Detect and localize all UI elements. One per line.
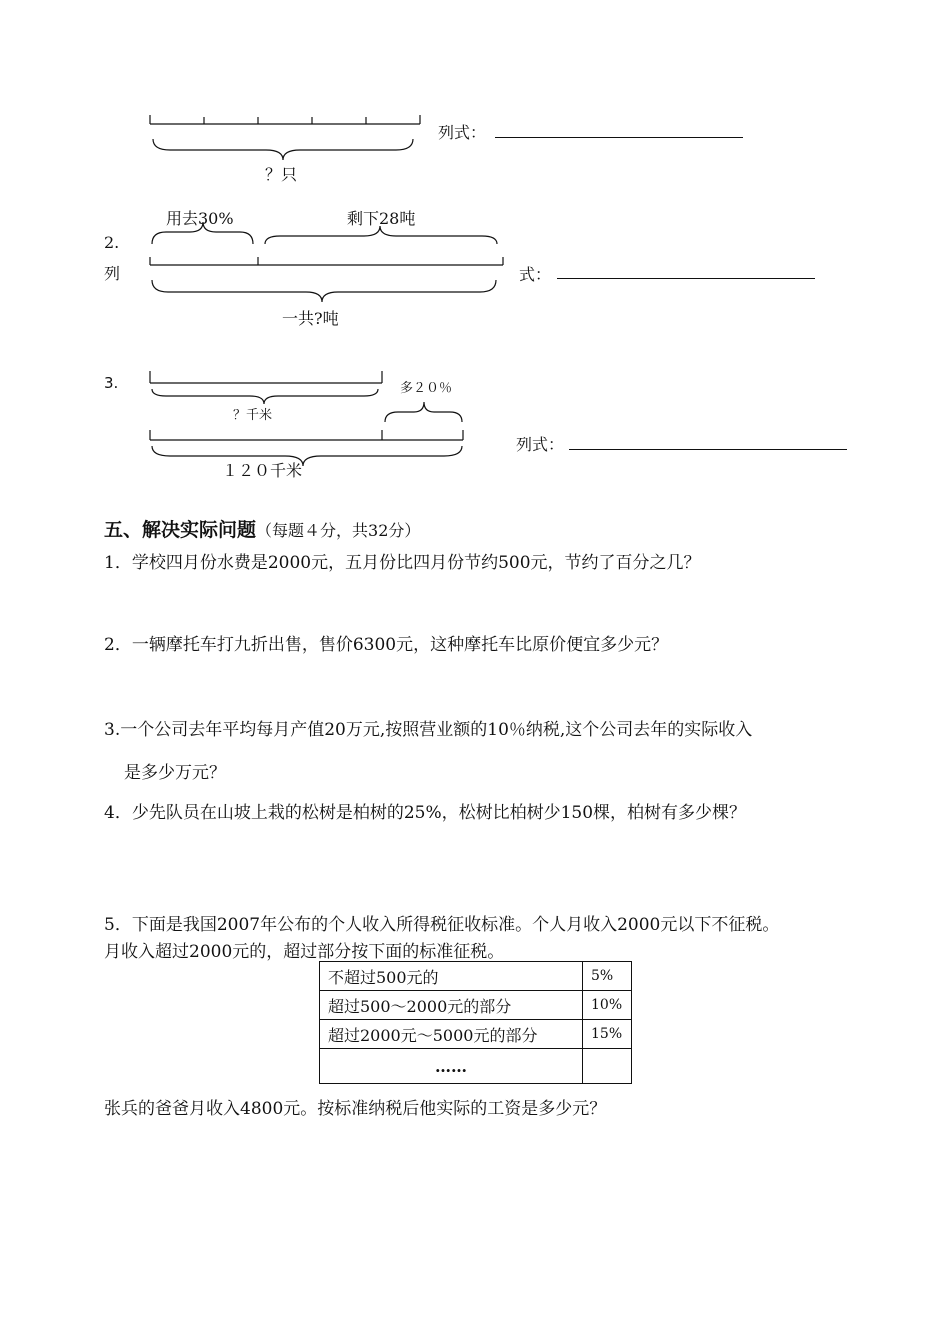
diagram3-brace-extra (385, 402, 462, 422)
section5-title: 五、解决实际问题 (104, 519, 257, 541)
diagram1-segment (150, 115, 420, 124)
question-2: 2．一辆摩托车打九折出售，售价6300元，这种摩托车比原价便宜多少元？ (104, 635, 669, 655)
diagram2-total-label: 一共?吨 (282, 309, 339, 328)
diagram3-number: 3. (104, 374, 119, 392)
tax-rate-cell: 15% (583, 1020, 632, 1049)
diagram-drawings (0, 0, 950, 500)
tax-range-cell: …… (320, 1049, 583, 1084)
diagram2-brace-total (152, 280, 496, 302)
diagram1-total-label: ？只 (265, 165, 298, 184)
diagram3-answer-line[interactable] (569, 449, 847, 450)
diagram3-lower-segment (150, 430, 463, 440)
diagram2-formula-prefix: 列 (104, 264, 121, 283)
tax-rate-cell: 5% (583, 962, 632, 991)
question-5-line1: 5．下面是我国2007年公布的个人收入所得税征收标准。个人月收入2000元以下不征税。 (104, 915, 780, 935)
diagram3-total-label: １２０千米 (222, 461, 303, 480)
table-row (320, 991, 632, 1020)
diagram1-answer-line[interactable] (495, 137, 743, 138)
table-row (320, 962, 632, 991)
tax-rate-cell (583, 1049, 632, 1084)
tax-rate-table (319, 961, 632, 1084)
question-3-line2: 是多少万元？ (124, 763, 226, 783)
diagram2-number: 2. (104, 233, 120, 252)
diagram3-extra-label: 多２０％ (400, 381, 453, 396)
section5-heading (104, 515, 420, 542)
question-3-line1: 3.一个公司去年平均每月产值20万元,按照营业额的10％纳税,这个公司去年的实际收入 (104, 720, 753, 740)
diagram1-brace (153, 139, 413, 160)
question-5-ask: 张兵的爸爸月收入4800元。按标准纳税后他实际的工资是多少元？ (104, 1099, 607, 1119)
tax-range-cell: 不超过500元的 (320, 962, 583, 991)
tax-rate-cell: 10% (583, 991, 632, 1020)
diagram2-answer-line[interactable] (557, 278, 815, 279)
question-1: 1．学校四月份水费是2000元，五月份比四月份节约500元，节约了百分之几？ (104, 553, 701, 573)
tax-range-cell: 超过2000元～5000元的部分 (320, 1020, 583, 1049)
tax-range-cell: 超过500～2000元的部分 (320, 991, 583, 1020)
question-5-line2: 月收入超过2000元的，超过部分按下面的标准征税。 (104, 942, 505, 962)
table-row (320, 1020, 632, 1049)
section5-note: （每题４分，共32分） (256, 521, 421, 540)
diagram2-used-label: 用去30% (166, 209, 234, 228)
table-row (320, 1049, 632, 1084)
diagram2-formula-label: 式： (519, 265, 552, 284)
diagram3-brace-total (152, 446, 462, 466)
diagram2-segment (150, 257, 503, 265)
question-4: 4．少先队员在山坡上栽的松树是柏树的25%，松树比柏树少150棵，柏树有多少棵？ (104, 803, 747, 823)
diagram3-upper-segment (150, 371, 382, 383)
diagram1-formula-label: 列式： (438, 123, 487, 142)
diagram2-left-label: 剩下28吨 (347, 209, 416, 228)
diagram3-brace-upper (152, 389, 378, 404)
diagram3-formula-label: 列式： (516, 435, 565, 454)
diagram3-upper-label: ？千米 (233, 408, 273, 423)
